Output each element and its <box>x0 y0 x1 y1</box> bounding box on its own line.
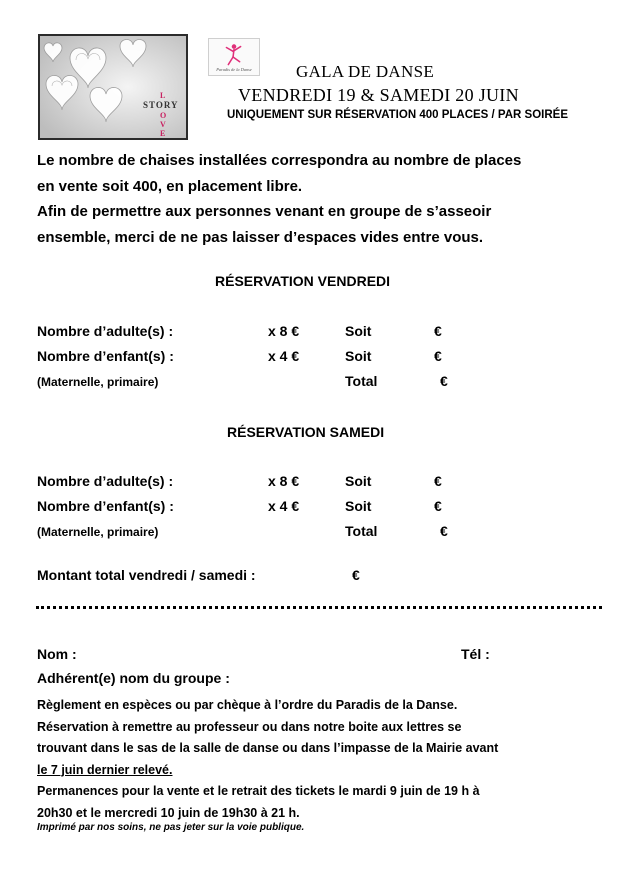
conditions-line: Permanences pour la vente et le retrait des tickets le mardi 9 juin de 19 h à <box>37 784 480 798</box>
saturday-child-soit: Soit <box>345 498 372 514</box>
saturday-child-price: x 4 € <box>268 498 300 514</box>
adherent-group-field-label[interactable]: Adhérent(e) nom du groupe : <box>37 670 230 686</box>
dancer-logo <box>208 38 260 76</box>
friday-child-price: x 4 € <box>268 348 300 364</box>
saturday-child-euro-field[interactable]: € <box>434 498 442 514</box>
saturday-total-label: Total <box>345 523 378 539</box>
conditions-paragraph <box>37 695 617 824</box>
intro-line: ensemble, merci de ne pas laisser d’espaces vides entre vous. <box>37 228 484 246</box>
dancer-logo-art <box>209 39 259 75</box>
friday-child-soit: Soit <box>345 348 372 364</box>
dotted-cut-line <box>36 606 602 609</box>
conditions-line: Réservation à remettre au professeur ou dans notre boite aux lettres se <box>37 719 462 734</box>
tel-field-label[interactable]: Tél : <box>461 646 490 662</box>
saturday-total-euro-field[interactable]: € <box>440 523 448 539</box>
saturday-child-note: (Maternelle, primaire) <box>37 525 159 539</box>
saturday-child-label: Nombre d’enfant(s) : <box>37 498 174 514</box>
friday-child-label: Nombre d’enfant(s) : <box>37 348 174 364</box>
saturday-adult-label: Nombre d’adulte(s) : <box>37 473 174 489</box>
friday-total-euro-field[interactable]: € <box>440 373 448 389</box>
grand-total-euro-field[interactable]: € <box>352 567 360 583</box>
saturday-adult-euro-field[interactable]: € <box>434 473 442 489</box>
saturday-adult-price: x 8 € <box>268 473 300 489</box>
friday-child-euro-field[interactable]: € <box>434 348 442 364</box>
grand-total-label: Montant total vendredi / samedi : <box>37 567 256 583</box>
svg-text:E: E <box>160 129 166 138</box>
friday-adult-price: x 8 € <box>268 323 300 339</box>
svg-text:Paradis de la Danse: Paradis de la Danse <box>216 67 252 73</box>
friday-reservation-title: RÉSERVATION VENDREDI <box>215 273 391 289</box>
intro-paragraph <box>37 148 617 250</box>
friday-adult-soit: Soit <box>345 323 372 339</box>
reservation-note: UNIQUEMENT SUR RÉSERVATION 400 PLACES / PAR SOIRÉE <box>227 109 569 121</box>
intro-line: Le nombre de chaises installées correspondra au nombre de places <box>37 152 522 169</box>
friday-total-label: Total <box>345 373 378 389</box>
event-dates: VENDREDI 19 & SAMEDI 20 JUIN <box>238 85 519 105</box>
friday-adult-euro-field[interactable]: € <box>434 323 442 339</box>
hearts-image-art <box>40 36 186 138</box>
intro-line: en vente soit 400, en placement libre. <box>37 177 303 195</box>
print-footnote: Imprimé par nos soins, ne pas jeter sur la voie publique. <box>37 822 305 833</box>
friday-child-note: (Maternelle, primaire) <box>37 375 159 389</box>
nom-field-label[interactable]: Nom : <box>37 646 77 662</box>
event-title: GALA DE DANSE <box>296 62 435 81</box>
hearts-love-story-image <box>38 34 188 140</box>
friday-adult-label: Nombre d’adulte(s) : <box>37 323 174 339</box>
svg-text:V: V <box>160 120 166 129</box>
deadline-text: le 7 juin dernier relevé. <box>37 762 173 777</box>
intro-line: Afin de permettre aux personnes venant en groupe de s’asseoir <box>37 203 492 220</box>
svg-text:L: L <box>160 91 166 100</box>
saturday-reservation-title: RÉSERVATION SAMEDI <box>227 424 385 440</box>
svg-text:O: O <box>160 111 167 120</box>
conditions-line: 20h30 et le mercredi 10 juin de 19h30 à 21 h. <box>37 805 300 820</box>
svg-text:STORY: STORY <box>143 100 179 110</box>
conditions-line: Règlement en espèces ou par chèque à l’ordre du Paradis de la Danse. <box>37 698 458 712</box>
saturday-adult-soit: Soit <box>345 473 372 489</box>
conditions-line: trouvant dans le sas de la salle de danse ou dans l’impasse de la Mairie avant <box>37 741 499 755</box>
